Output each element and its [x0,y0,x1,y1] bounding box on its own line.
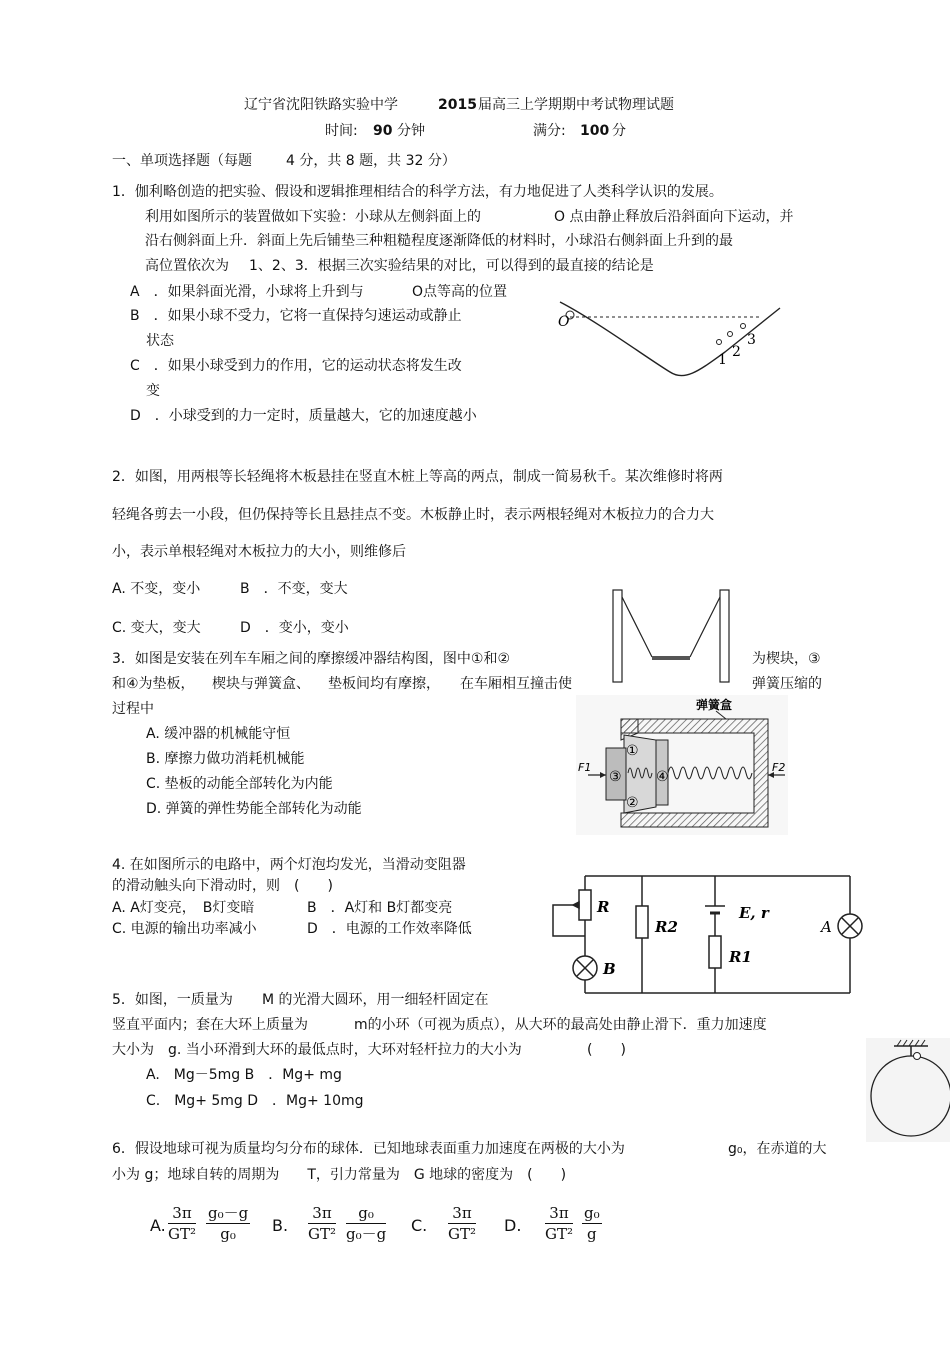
q6-option-d-label: D. [504,1216,522,1235]
q3-option-a: A. 缓冲器的机械能守恒 [146,726,291,742]
q6-c-numerator: 3π [448,1204,476,1224]
resistor-r2-label: R2 [655,918,678,936]
lamp-b-label: B [603,960,616,978]
q4-option-c: C. 电源的输出功率减小 [112,921,257,937]
q3-option-d: D. 弹簧的弹性势能全部转化为动能 [146,801,362,817]
q1-stem-line: 利用如图所示的装置做如下实验：小球从左侧斜面上的 [145,209,481,225]
q5-options-ab: A. Mg－5mg B ．Mg+ mg [146,1067,342,1083]
q1-option-a: A ．如果斜面光滑，小球将上升到与 [130,284,364,300]
q6-d-fraction-1 [545,1204,573,1244]
exam-year: 2015 [438,97,477,113]
q6-d-denominator-2: g [587,1225,597,1243]
resistor-r1-label: R1 [729,948,752,966]
q1-stem-line: 沿右侧斜面上升．斜面上先后铺垫三种粗糙程度逐渐降低的材料时，小球沿右侧斜面上升到的最 [145,233,733,249]
q6-d-fraction-2 [582,1204,602,1244]
score-label: 满分: [533,123,566,139]
q6-b-denominator-2: g₀－g [346,1225,387,1243]
height-3-label: 3 [747,332,756,348]
q2-option-a: A. 不变，变小 [112,581,201,597]
time-value: 90 [373,123,393,139]
q6-a-numerator-1: 3π [168,1204,196,1224]
school-name: 辽宁省沈阳铁路实验中学 [244,97,398,113]
score-value: 100 [580,123,610,139]
q6-d-numerator-1: 3π [545,1204,573,1224]
q1-stem-line: 1．伽利略创造的把实验、假设和逻辑推理相结合的科学方法，有力地促进了人类科学认识的发展。 [112,184,723,200]
q4-option-b: B ．A灯和 B灯都变亮 [307,900,453,916]
q3-option-c: C. 垫板的动能全部转化为内能 [146,776,333,792]
q6-a-fraction-1 [168,1204,196,1244]
ring-figure [866,1038,950,1142]
q1-stem-line: 高位置依次为 [145,258,229,274]
q3-stem-line-end: 为楔块，③ [752,651,821,667]
q3-stem-line: 和④为垫板， [112,676,195,692]
q4-option-a: A. A灯变亮， B灯变暗 [112,900,255,916]
q6-a-numerator-2: g₀－g [208,1204,249,1222]
q6-stem-line: g₀，在赤道的大 [728,1141,827,1157]
q3-option-b: B. 摩擦力做功消耗机械能 [146,751,305,767]
q6-b-numerator-2: g₀ [346,1204,386,1224]
q3-stem-line-end: 弹簧压缩的 [752,676,822,692]
q3-stem-line: 过程中 [112,701,154,717]
q6-b-fraction-1 [308,1204,336,1244]
q1-option-b: B ．如果小球不受力，它将一直保持匀速运动或静止 [130,308,462,324]
q2-stem-line: 轻绳各剪去一小段，但仍保持等长且悬挂点不变。木板静止时，表示两根轻绳对木板拉力的合力大 [112,507,714,523]
q1-option-d: D ．小球受到的力一定时，质量越大，它的加速度越小 [130,408,477,424]
q1-option-a-rest: O点等高的位置 [412,284,508,300]
q6-a-denominator-2: g₀ [220,1225,236,1243]
q6-stem-line: 6．假设地球可视为质量均匀分布的球体．已知地球表面重力加速度在两极的大小为 [112,1141,625,1157]
force-f1-label: F1 [578,761,592,774]
q2-stem-line: 小，表示单根轻绳对木板拉力的大小，则维修后 [112,544,406,560]
q4-option-d: D ．电源的工作效率降低 [307,921,472,937]
q5-stem-line: 竖直平面内；套在大环上质量为 [112,1017,308,1033]
q5-stem-line: m的小环（可视为质点），从大环的最高处由静止滑下．重力加速度 [354,1017,767,1033]
section-heading-rest: 4 分，共 8 题，共 32 分） [286,153,456,169]
q1-option-c-cont: 变 [146,383,160,399]
q6-b-fraction-2 [346,1204,386,1244]
spring-box-label: 弹簧盒 [696,698,733,712]
pad-3-label: ③ [609,769,622,785]
score-unit: 分 [612,123,626,139]
q3-stem-line: 楔块与弹簧盒、 [212,676,310,692]
q6-d-numerator-2: g₀ [584,1204,600,1222]
time-unit: 分钟 [397,123,425,139]
q6-a-fraction-2 [206,1204,250,1244]
q4-stem-line: 4. 在如图所示的电路中，两个灯泡均发光，当滑动变阻器 [112,857,466,873]
rheostat-r-label: R [597,898,610,916]
q1-option-b-cont: 状态 [146,333,174,349]
q2-option-d: D ．变小，变小 [240,620,349,636]
q5-stem-paren: ( ) [587,1042,626,1058]
q6-a-denominator-1: GT² [168,1225,197,1243]
wedge-2-label: ② [626,795,639,811]
q2-option-b: B ．不变，变大 [240,581,348,597]
q2-option-c: C. 变大，变大 [112,620,201,636]
incline-figure [555,290,785,385]
q6-stem-line: 小为 g；地球自转的周期为 T，引力常量为 G 地球的密度为 ( ) [112,1167,567,1183]
point-o-label: O [558,314,570,330]
q1-option-c: C ．如果小球受到力的作用，它的运动状态将发生改 [130,358,462,374]
q3-stem-line: 3．如图是安装在列车车厢之间的摩擦缓冲器结构图，图中①和② [112,651,511,667]
q6-option-a-label: A. [150,1216,166,1235]
q5-options-cd: C. Mg+ 5mg D ．Mg+ 10mg [146,1093,364,1109]
q5-stem-line: M 的光滑大圆环，用一细轻杆固定在 [262,992,489,1008]
q6-b-numerator-1: 3π [308,1204,336,1224]
q6-option-c-label: C. [411,1216,428,1235]
q6-d-denominator-1: GT² [545,1225,574,1243]
q4-stem-line: 的滑动触头向下滑动时，则 ( ) [112,878,333,894]
lamp-a-label: A [821,918,832,936]
q3-stem-line: 在车厢相互撞击使 [460,676,572,692]
exam-title: 届高三上学期期中考试物理试题 [478,97,674,113]
source-er-label: E, r [739,904,769,922]
pad-4-label: ④ [656,769,669,785]
force-f2-label: F2 [772,761,786,774]
q3-stem-line: 垫板间均有摩擦， [328,676,440,692]
time-label: 时间: [325,123,358,139]
q6-c-fraction [448,1204,476,1244]
q6-c-denominator: GT² [448,1225,477,1243]
q2-stem-line: 2．如图，用两根等长轻绳将木板悬挂在竖直木桩上等高的两点，制成一简易秋千。某次维修时将两 [112,469,723,485]
height-1-label: 1 [718,352,727,368]
buffer-figure [576,695,788,835]
section-heading: 一、单项选择题（每题 [112,153,252,169]
q5-stem-line: 5．如图，一质量为 [112,992,233,1008]
circuit-figure [545,868,870,1003]
swing-figure [608,585,740,685]
q6-b-denominator-1: GT² [308,1225,337,1243]
q1-stem-line: O 点由静止释放后沿斜面向下运动，并 [554,209,794,225]
q6-option-b-label: B. [272,1216,289,1235]
q5-stem-line: 大小为 g. 当小环滑到大环的最低点时，大环对轻杆拉力的大小为 [112,1042,522,1058]
height-2-label: 2 [732,344,741,360]
wedge-1-label: ① [626,743,639,759]
q1-stem-line: 1、2、3．根据三次实验结果的对比，可以得到的最直接的结论是 [249,258,654,274]
